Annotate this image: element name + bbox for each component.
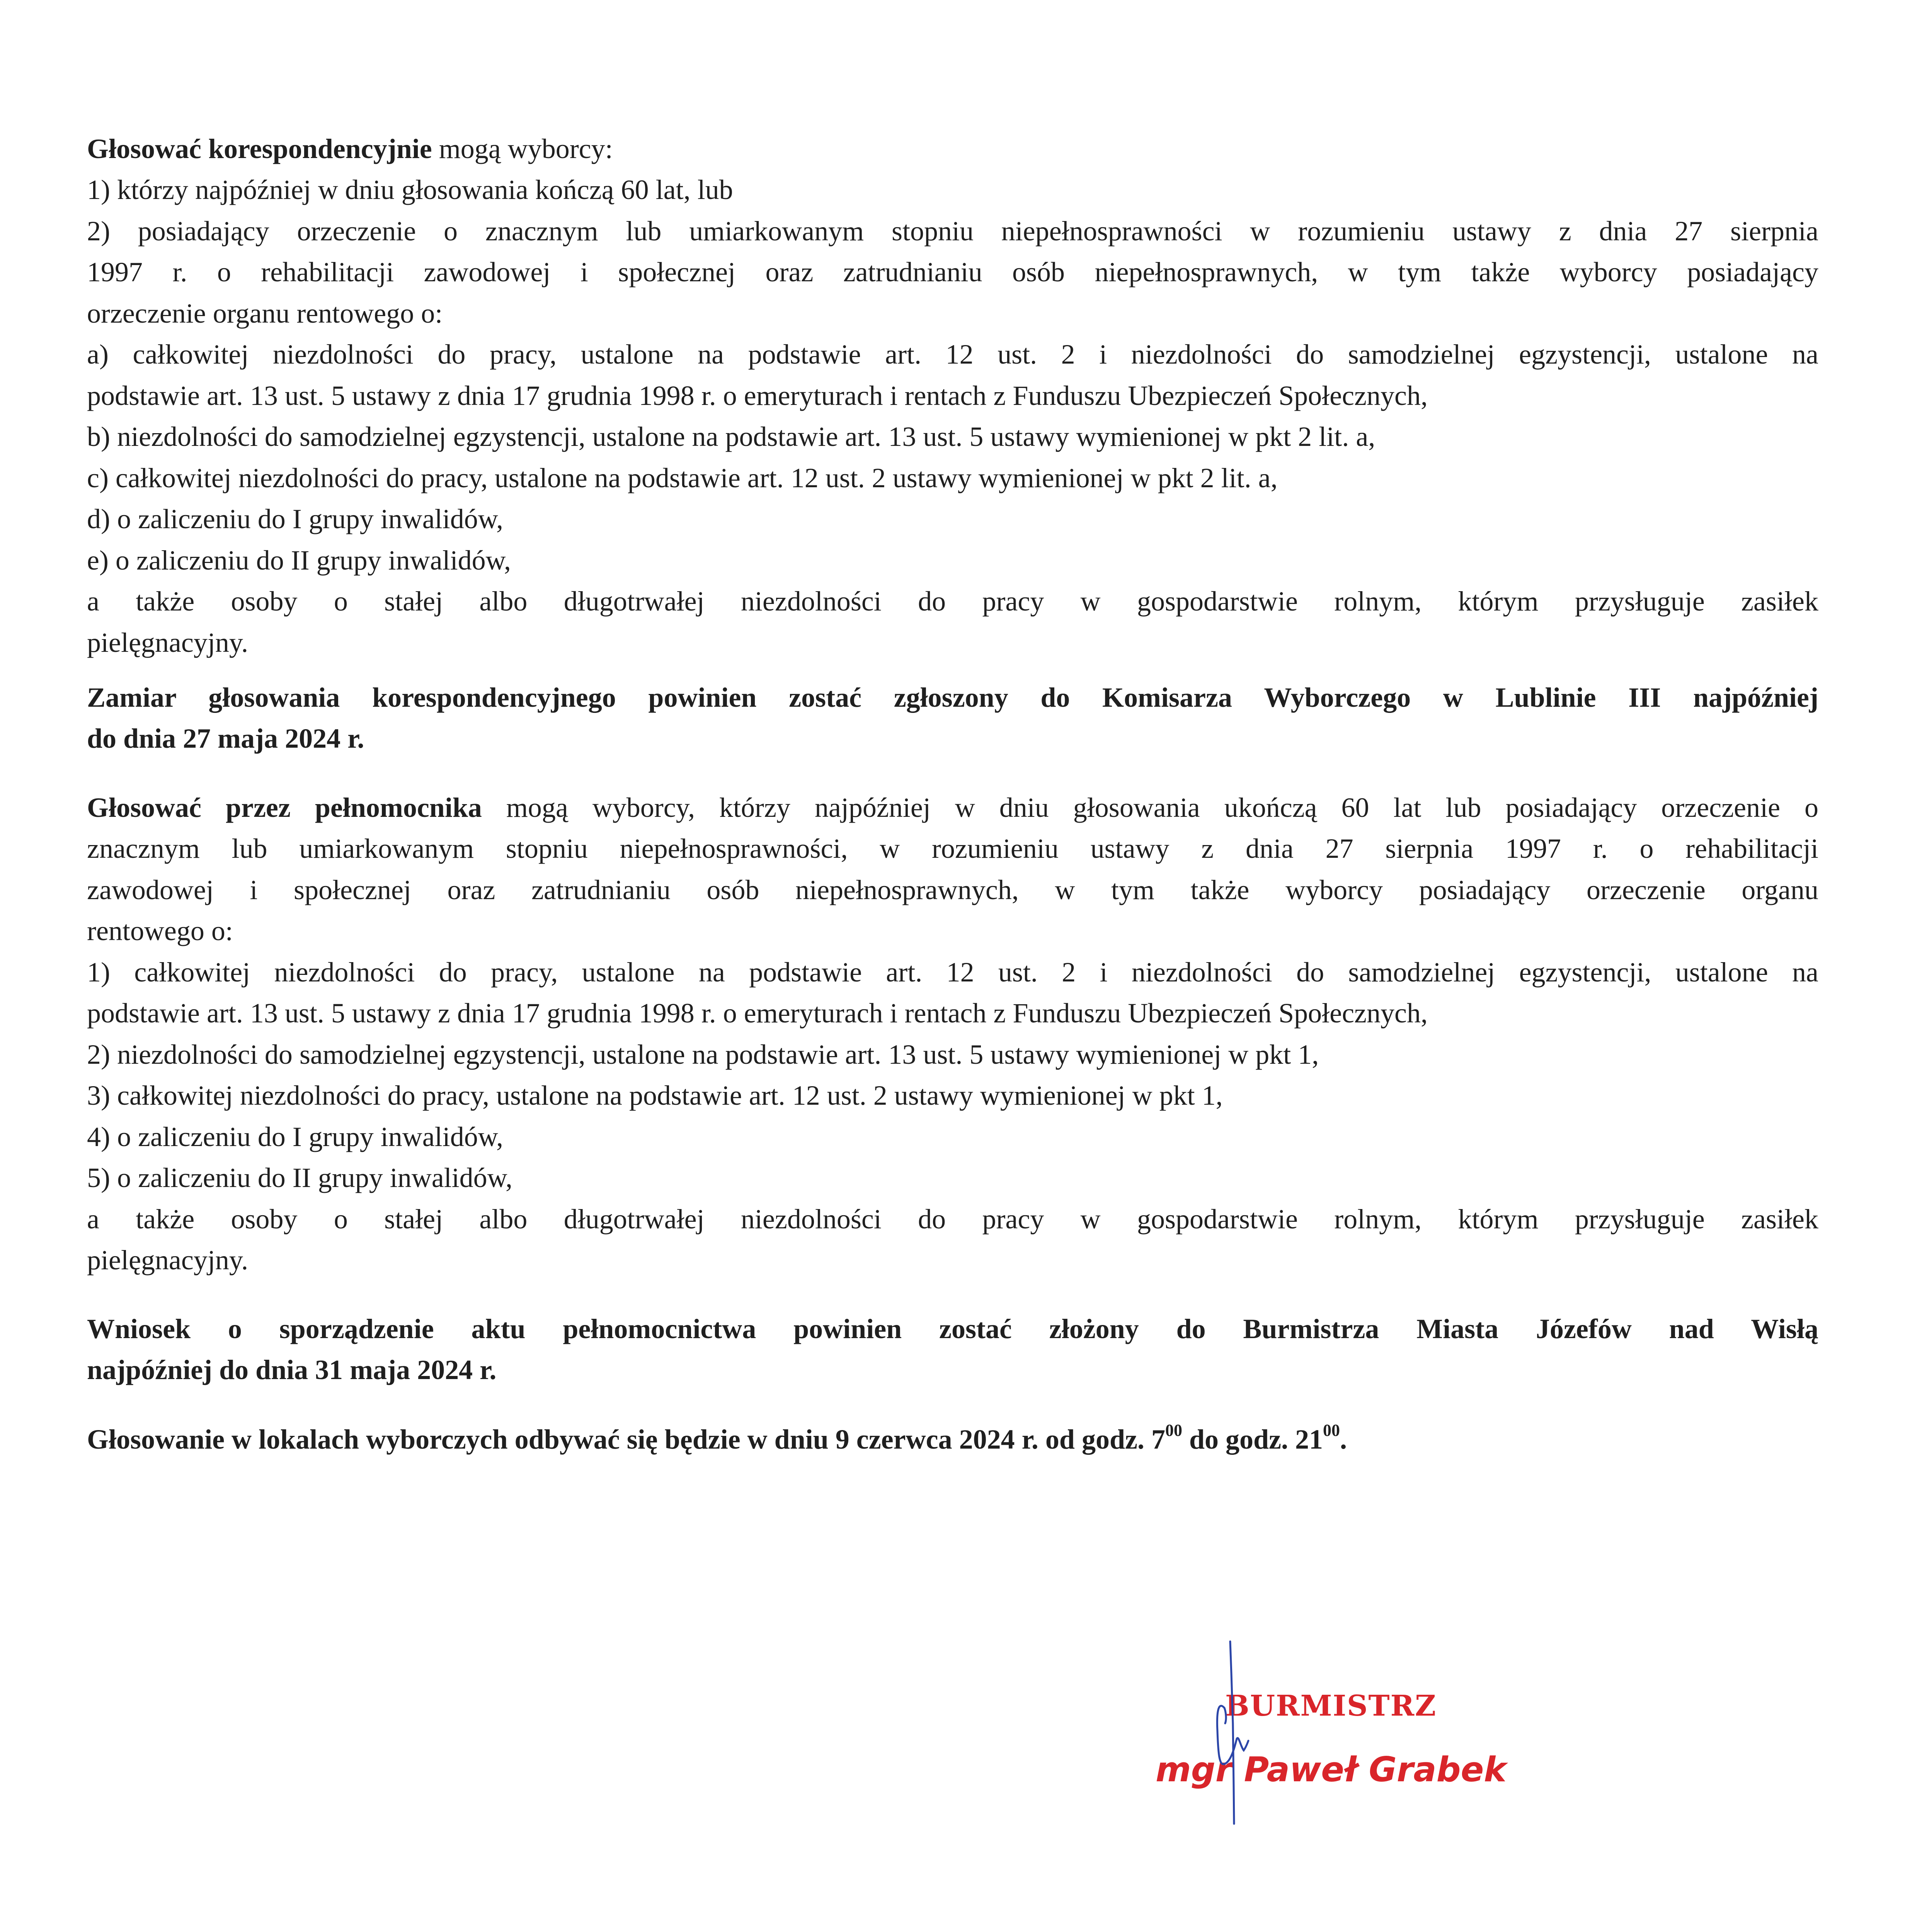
proxy-line: 4) o zaliczeniu do I grupy inwalidów, [87, 1121, 504, 1152]
voting-day-text: do godz. 21 [1182, 1424, 1323, 1455]
proxy-line: 2) niezdolności do samodzielnej egzystencji, ustalone na podstawie art. 13 ust. 5 ustawy wymienionej w pkt 1, [87, 1039, 1319, 1070]
correspondence-line: 2) posiadający orzeczenie o znacznym lub umiarkowanym stopniu niepełnosprawności w rozumieniu ustawy z dnia 27 sierpnia [87, 216, 1818, 247]
correspondence-line: b) niezdolności do samodzielnej egzystencji, ustalone na podstawie art. 13 ust. 5 ustawy wymienionej w pkt 2 lit. a, [87, 421, 1375, 452]
voting-start-minutes: 00 [1165, 1421, 1182, 1440]
proxy-line: zawodowej i społecznej oraz zatrudnianiu osób niepełnosprawnych, w tym także wyborcy posiadający orzeczenie organu [87, 874, 1818, 905]
correspondence-line: 1997 r. o rehabilitacji zawodowej i społecznej oraz zatrudnianiu osób niepełnosprawnych, w tym także wyborcy posiadający [87, 257, 1818, 287]
proxy-line: pielęgnacyjny. [87, 1245, 249, 1276]
voting-end-minutes: 00 [1323, 1421, 1340, 1440]
correspondence-line: a) całkowitej niezdolności do pracy, ustalone na podstawie art. 12 ust. 2 i niezdolności do samodzielnej egzystencji, ustalone na [87, 339, 1818, 370]
proxy-line: a także osoby o stałej albo długotrwałej niezdolności do pracy w gospodarstwie rolnym, którym przysługuje zasiłek [87, 1204, 1818, 1235]
correspondence-line: d) o zaliczeniu do I grupy inwalidów, [87, 503, 504, 534]
proxy-line: 5) o zaliczeniu do II grupy inwalidów, [87, 1162, 512, 1193]
correspondence-deadline: do dnia 27 maja 2024 r. [87, 723, 364, 754]
proxy-line: rentowego o: [87, 915, 233, 946]
voting-day-notice [87, 1422, 1818, 1457]
proxy-deadline: najpóźniej do dnia 31 maja 2024 r. [87, 1354, 497, 1385]
correspondence-line: podstawie art. 13 ust. 5 ustawy z dnia 17 grudnia 1998 r. o emeryturach i rentach z Funduszu Ubezpieczeń Społecznych, [87, 380, 1428, 411]
correspondence-line: c) całkowitej niezdolności do pracy, ustalone na podstawie art. 12 ust. 2 ustawy wymienionej w pkt 2 lit. a, [87, 463, 1278, 493]
proxy-heading [87, 790, 1818, 825]
proxy-line: 3) całkowitej niezdolności do pracy, ustalone na podstawie art. 12 ust. 2 ustawy wymienionej w pkt 1, [87, 1080, 1223, 1111]
correspondence-heading [87, 131, 1818, 166]
proxy-line: 1) całkowitej niezdolności do pracy, ustalone na podstawie art. 12 ust. 2 i niezdolności do samodzielnej egzystencji, ustalone na [87, 957, 1818, 988]
proxy-heading-rest: mogą wyborcy, którzy najpóźniej w dniu głosowania ukończą 60 lat lub posiadający orzeczenie o [482, 792, 1819, 823]
correspondence-heading-rest: mogą wyborcy: [432, 133, 613, 164]
voting-day-text: Głosowanie w lokalach wyborczych odbywać się będzie w dniu 9 czerwca 2024 r. od godz. 7 [87, 1424, 1165, 1455]
proxy-deadline: Wniosek o sporządzenie aktu pełnomocnictwa powinien zostać złożony do Burmistrza Miasta Józefów nad Wisłą [87, 1313, 1818, 1344]
mayor-signature [1217, 1641, 1248, 1824]
correspondence-heading-bold: Głosować korespondencyjnie [87, 133, 432, 164]
mayor-stamp-title: BURMISTRZ [1225, 1689, 1437, 1723]
mayor-stamp-name: mgr Paweł Grabek [1156, 1750, 1507, 1789]
correspondence-line: a także osoby o stałej albo długotrwałej niezdolności do pracy w gospodarstwie rolnym, którym przysługuje zasiłek [87, 586, 1818, 617]
correspondence-line: e) o zaliczeniu do II grupy inwalidów, [87, 545, 511, 576]
correspondence-line: pielęgnacyjny. [87, 627, 249, 658]
proxy-line: znacznym lub umiarkowanym stopniu niepełnosprawności, w rozumieniu ustawy z dnia 27 sierpnia 1997 r. o rehabilitacji [87, 833, 1818, 864]
proxy-line: podstawie art. 13 ust. 5 ustawy z dnia 17 grudnia 1998 r. o emeryturach i rentach z Funduszu Ubezpieczeń Społecznych, [87, 998, 1428, 1029]
correspondence-line: orzeczenie organu rentowego o: [87, 298, 443, 329]
voting-day-text: . [1340, 1424, 1347, 1455]
correspondence-line: 1) którzy najpóźniej w dniu głosowania kończą 60 lat, lub [87, 174, 733, 205]
proxy-heading-bold: Głosować przez pełnomocnika [87, 792, 482, 823]
correspondence-deadline: Zamiar głosowania korespondencyjnego powinien zostać zgłoszony do Komisarza Wyborczego w Lublinie III najpóźniej [87, 682, 1818, 713]
